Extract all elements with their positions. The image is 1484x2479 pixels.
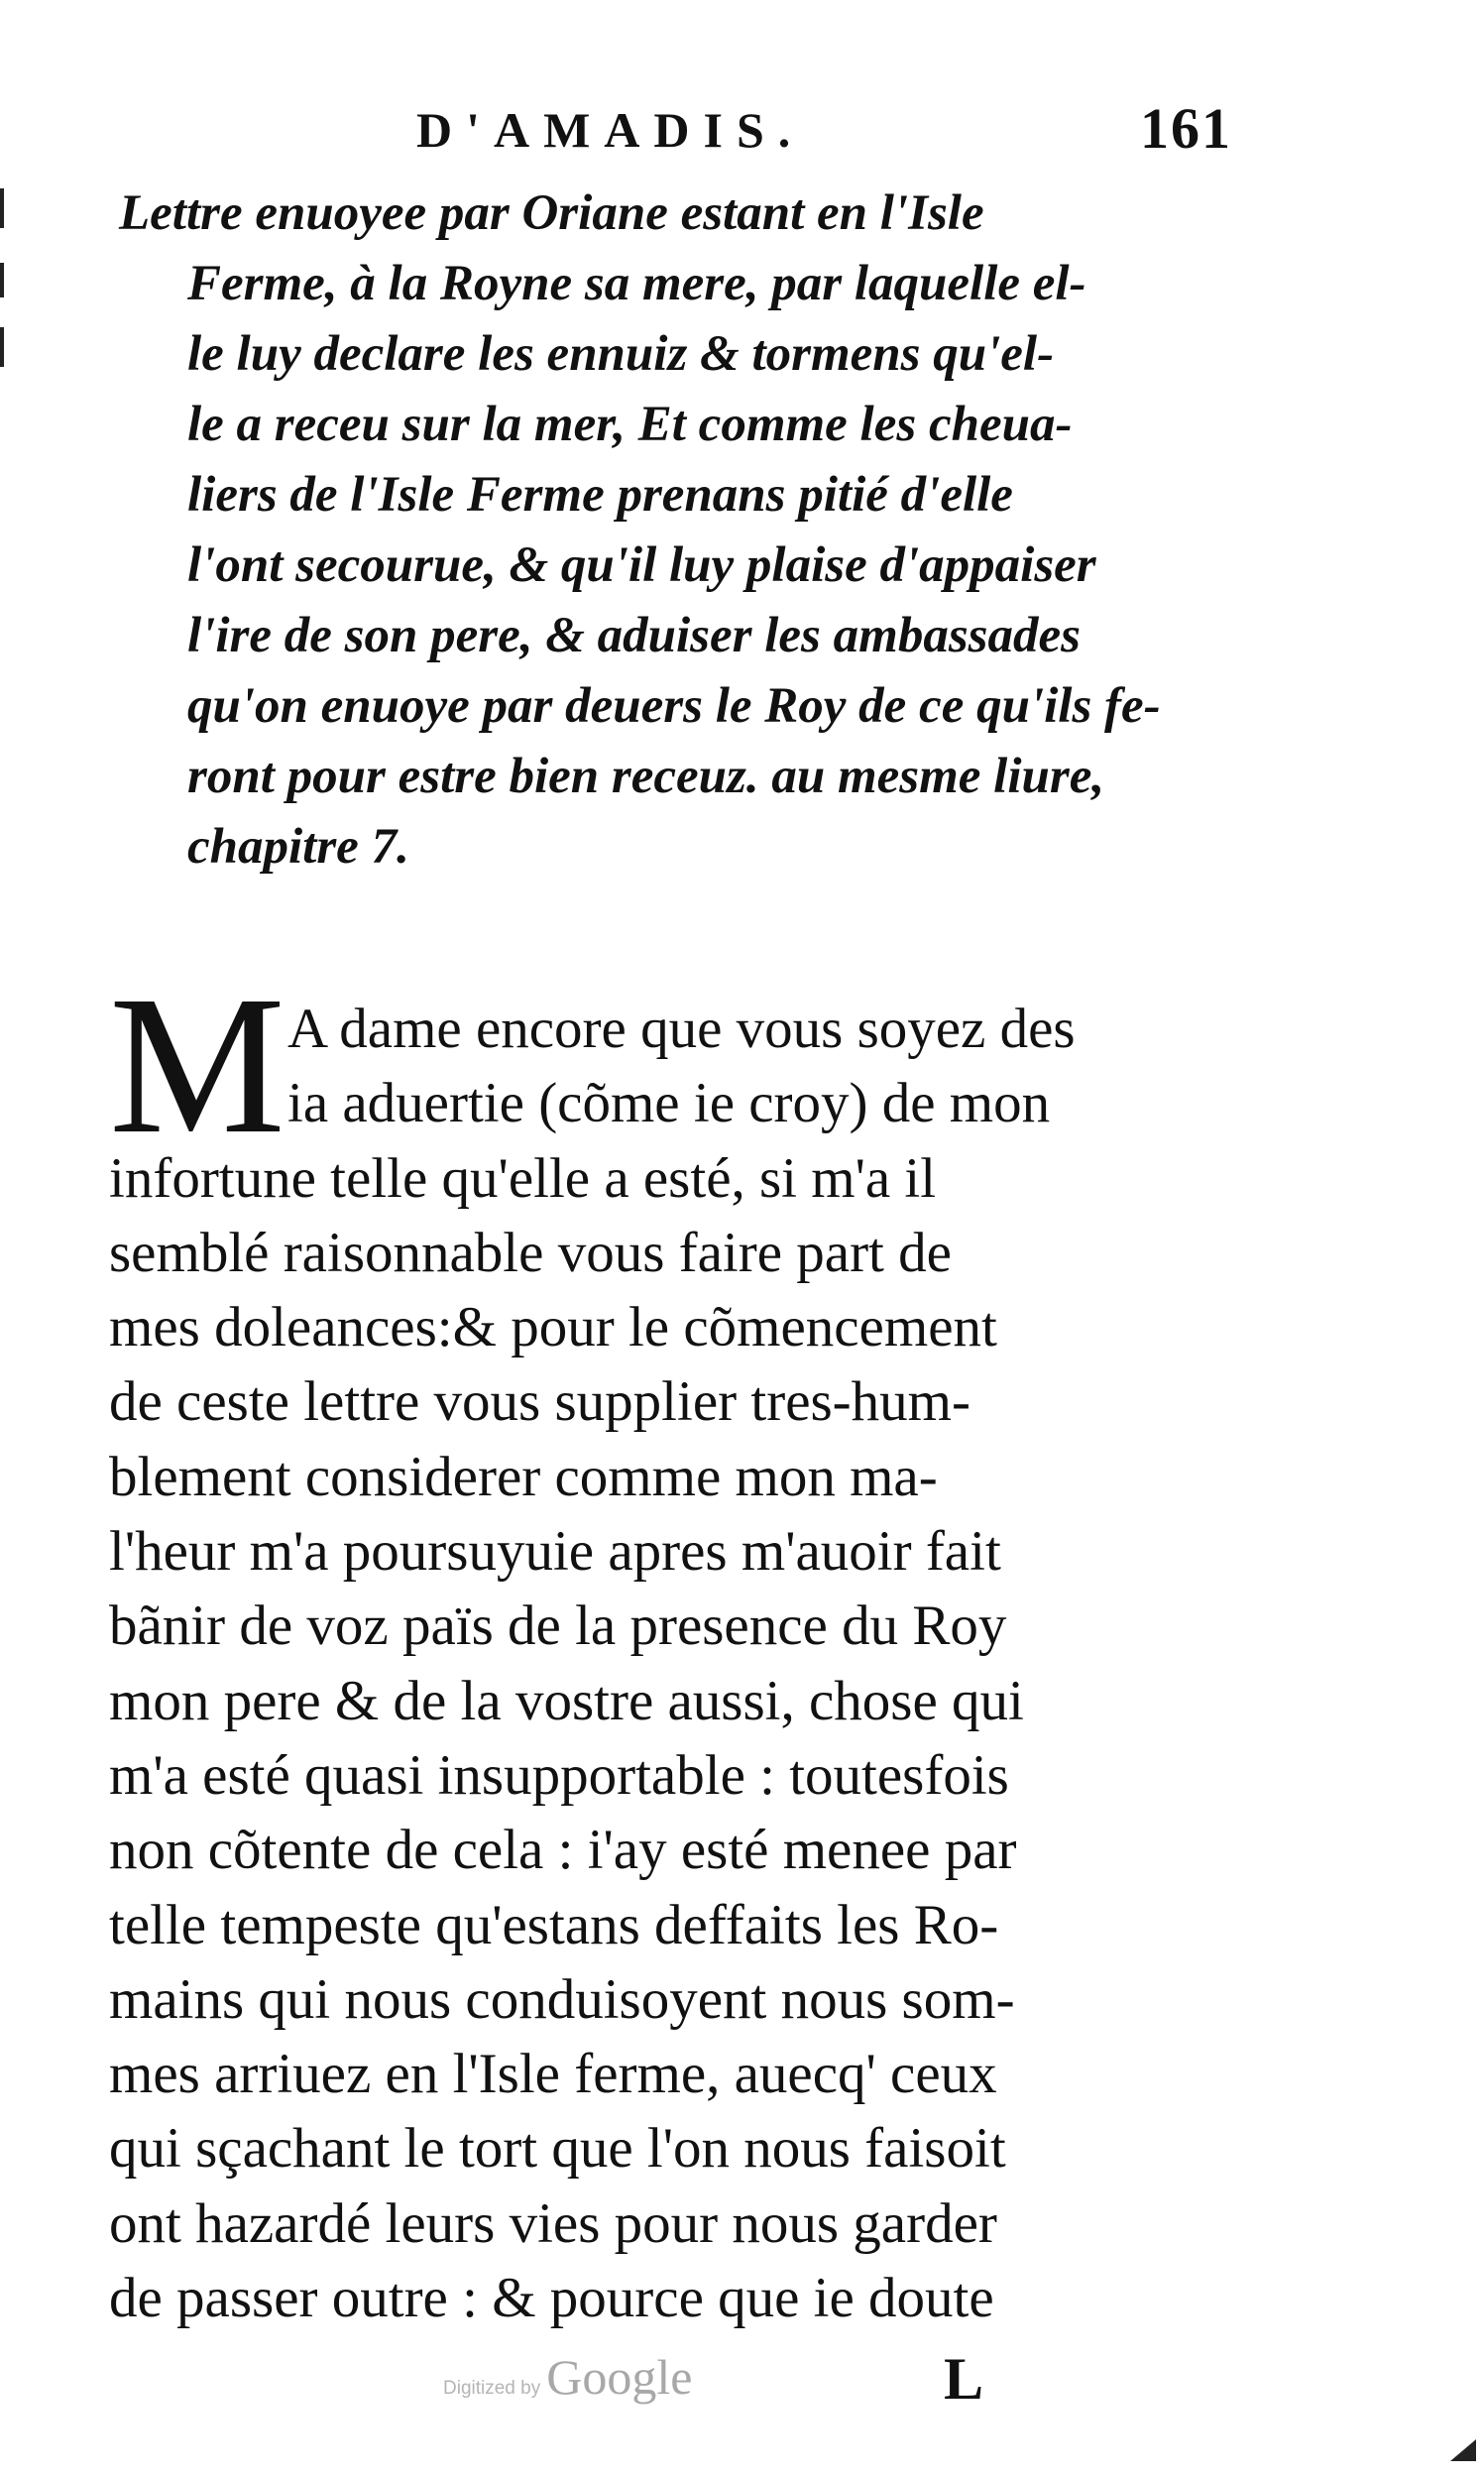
body-line: semblé raisonnable vous faire part de	[109, 1221, 952, 1284]
body-line: ont hazardé leurs vies pour nous garder	[109, 2191, 997, 2255]
summary-line: Lettre enuoyee par Oriane estant en l'Isle	[119, 185, 984, 241]
summary-line: Ferme, à la Royne sa mere, par laquelle el-	[187, 256, 1086, 311]
body-line: mes doleances:& pour le cõmencement	[109, 1296, 997, 1359]
summary-line: l'ire de son pere, & aduiser les ambassades	[187, 608, 1081, 663]
summary-line: liers de l'Isle Ferme prenans pitié d'elle	[187, 467, 1013, 523]
body-line: mon pere & de la vostre aussi, chose qui	[109, 1669, 1024, 1732]
digitized-by-watermark	[443, 2348, 692, 2406]
summary-line: le a receu sur la mer, Et comme les cheua-	[187, 397, 1073, 452]
body-line: qui sçachant le tort que l'on nous faisoit	[109, 2117, 1006, 2181]
body-line: A dame encore que vous soyez des	[287, 998, 1076, 1060]
running-head: D'AMADIS.	[416, 102, 805, 158]
body-line: blement considerer comme mon ma-	[109, 1445, 938, 1508]
body-line: l'heur m'a poursuyuie apres m'auoir fait	[109, 1520, 1001, 1584]
chapter-summary	[119, 178, 1304, 883]
corner-mark-icon	[1450, 2439, 1476, 2461]
catchword: L	[944, 2346, 984, 2412]
summary-line: le luy declare les ennuiz & tormens qu'el-	[187, 326, 1055, 382]
summary-line: l'ont secourue, & qu'il luy plaise d'appaiser	[187, 537, 1096, 593]
drop-cap: M	[109, 956, 285, 1175]
body-line: m'a esté quasi insupportable : toutesfois	[109, 1743, 1009, 1807]
body-line: de ceste lettre vous supplier tres-hum-	[109, 1370, 970, 1434]
body-line: non cõtente de cela : i'ay esté menee par	[109, 1819, 1017, 1882]
letter-body	[109, 992, 1304, 2335]
summary-line: ront pour estre bien receuz. au mesme liure,	[187, 749, 1105, 804]
edge-mark	[0, 263, 4, 297]
body-line: mains qui nous conduisoyent nous som-	[109, 1967, 1015, 2031]
edge-mark	[0, 188, 4, 228]
google-logo: Google	[546, 2349, 693, 2405]
page-number: 161	[1140, 96, 1232, 161]
body-line: infortune telle qu'elle a esté, si m'a il	[109, 1146, 937, 1210]
body-line: de passer outre : & pource que ie doute	[109, 2267, 994, 2330]
digitized-label: Digitized by	[443, 2378, 541, 2399]
summary-line: chapitre 7.	[187, 819, 409, 875]
body-line: bãnir de voz païs de la presence du Roy	[109, 1594, 1007, 1658]
body-line: ia aduertie (cõme ie croy) de mon	[287, 1072, 1051, 1135]
body-line: mes arriuez en l'Isle ferme, auecq' ceux	[109, 2043, 997, 2106]
edge-mark	[0, 327, 4, 367]
summary-line: qu'on enuoye par deuers le Roy de ce qu'ils fe-	[187, 678, 1161, 734]
body-line: telle tempeste qu'estans deffaits les Ro-	[109, 1893, 999, 1956]
